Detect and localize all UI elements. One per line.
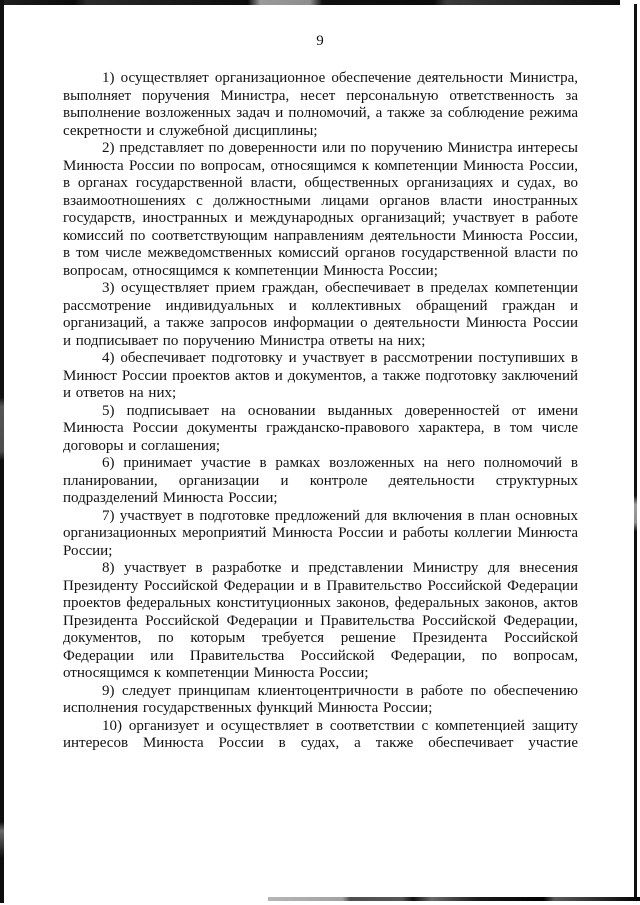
scan-edge-top bbox=[0, 0, 620, 5]
paragraph-6: 6) принимает участие в рамках возложенных на него полномочий в планировании, организации и контроле деятельности структурных подразделений Минюста России; bbox=[63, 455, 578, 506]
scan-edge-right bbox=[634, 4, 637, 898]
paragraph-9: 9) следует принципам клиентоцентричности в работе по обеспечению исполнения государственных функций Минюста России; bbox=[63, 682, 578, 716]
paragraph-10: 10) организует и осуществляет в соответствии с компетенцией защиту интересов Минюста России в судах, а также обеспечивает участие bbox=[63, 717, 578, 751]
page-number: 9 bbox=[316, 33, 324, 49]
scan-edge-left bbox=[0, 0, 4, 903]
paragraph-4: 4) обеспечивает подготовку и участвует в рассмотрении поступивших в Минюст России проектов актов и документов, а также подготовку заключений и ответов на них; bbox=[63, 350, 578, 401]
scan-edge-bottom bbox=[268, 897, 640, 901]
paragraph-1: 1) осуществляет организационное обеспечение деятельности Министра, выполняет поручения Министра, несет персональную ответственность за выполнение возложенных задач и полномочий, а также за соблюдение режима секретности и служебной дисциплины; bbox=[63, 70, 578, 139]
paragraph-8: 8) участвует в разработке и представлении Министру для внесения Президенту Российской Федерации и в Правительство Российской Федерации проектов федеральных конституционных законов, федеральных законов, актов Президента Российской Федерации и Правительства Российской Федерации, документов, по которым требуется решение Президента Российской Федерации или Правительства Российской Федерации, по вопросам, относящимся к компетенции Минюста России; bbox=[63, 560, 578, 681]
paragraph-5: 5) подписывает на основании выданных доверенностей от имени Минюста России документы гражданско-правового характера, в том числе договоры и соглашения; bbox=[63, 402, 578, 454]
paragraph-3: 3) осуществляет прием граждан, обеспечивает в пределах компетенции рассмотрение индивидуальных и коллективных обращений граждан и организаций, а также запросов информации о деятельности Минюста России и подписывает по поручению Министра ответы на них; bbox=[63, 280, 578, 349]
paragraph-2: 2) представляет по доверенности или по поручению Министра интересы Минюста России по вопросам, относящимся к компетенции Минюста России, в органах государственной власти, общественных организациях и судах, во взаимоотношениях с должностными лицами органов власти иностранных государств, иностранных и международных организаций; участвует в работе комиссий по соответствующим направлениям деятельности Минюста России, в том числе межведомственных комиссий органов государственной власти по вопросам, относящимся к компетенции Минюста России; bbox=[63, 140, 578, 279]
document-body bbox=[63, 70, 578, 753]
paragraph-7: 7) участвует в подготовке предложений для включения в план основных организационных мероприятий Минюста России и работы коллегии Минюста России; bbox=[63, 507, 578, 559]
